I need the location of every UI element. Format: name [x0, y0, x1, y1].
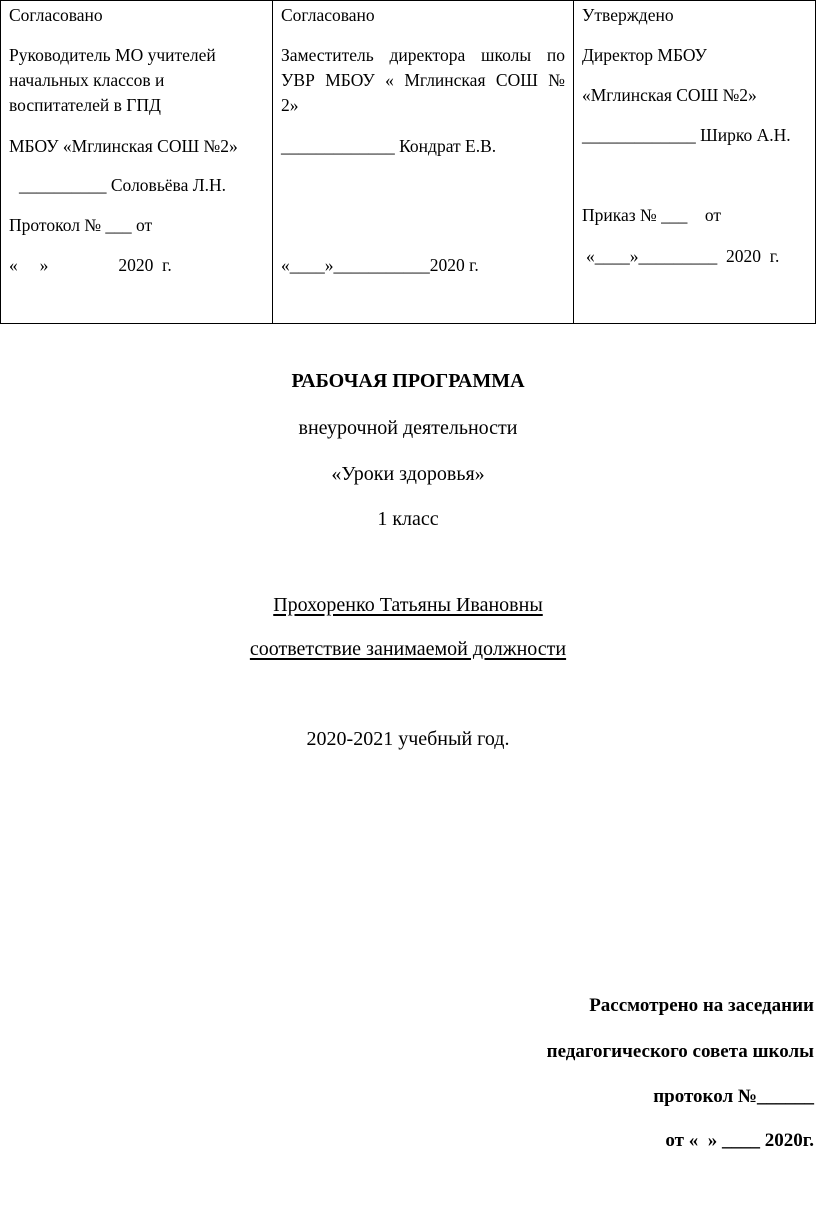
review-line: педагогического совета школы: [546, 1041, 814, 1062]
teacher-name: [0, 594, 816, 617]
signature-line: __________ Соловьёва Л.Н.: [19, 175, 226, 195]
role-line: Руководитель МО учителей: [9, 45, 216, 65]
signature-line: _____________ Кондрат Е.В.: [281, 136, 497, 156]
header-agreed: Согласовано: [281, 5, 375, 25]
qualification-text: соответствие занимаемой должности: [249, 638, 567, 660]
date-line: « » 2020 г.: [9, 255, 172, 275]
header-agreed: Согласовано: [9, 5, 103, 25]
approval-cell-deputy: [273, 1, 574, 324]
review-date: от « » ____ 2020г.: [665, 1130, 814, 1151]
review-protocol: протокол №______: [653, 1086, 814, 1107]
header-approved: Утверждено: [582, 5, 674, 25]
role-line: Директор МБОУ: [582, 45, 707, 65]
program-heading: РАБОЧАЯ ПРОГРАММА: [291, 370, 525, 392]
org-name: «Мглинская СОШ №2»: [582, 85, 757, 105]
approval-table: [0, 0, 816, 324]
review-line: Рассмотрено на заседании: [589, 995, 814, 1016]
academic-year: 2020-2021 учебный год.: [306, 728, 510, 750]
program-subtitle: внеурочной деятельности: [298, 417, 518, 439]
role-line: воспитателей в ГПД: [9, 95, 161, 115]
role-line: УВР МБОУ « Мглинская СОШ №: [281, 70, 565, 90]
approval-cell-methodological: [1, 1, 273, 324]
qualification: [0, 638, 816, 661]
order-line: Приказ № ___ от: [582, 205, 722, 225]
signature-line: _____________ Ширко А.Н.: [582, 125, 791, 145]
role-line: 2»: [281, 95, 299, 115]
course-name: «Уроки здоровья»: [331, 463, 485, 485]
date-line: «____»___________2020 г.: [281, 255, 479, 275]
org-name: МБОУ «Мглинская СОШ №2»: [9, 136, 238, 156]
date-line: «____»_________ 2020 г.: [586, 246, 780, 266]
protocol-line: Протокол № ___ от: [9, 215, 153, 235]
teacher-name-text: Прохоренко Татьяны Ивановны: [273, 594, 543, 616]
role-line: Заместитель директора школы по: [281, 45, 565, 65]
grade-label: 1 класс: [377, 508, 439, 530]
role-line: начальных классов и: [9, 70, 165, 90]
approval-cell-director: [574, 1, 816, 324]
